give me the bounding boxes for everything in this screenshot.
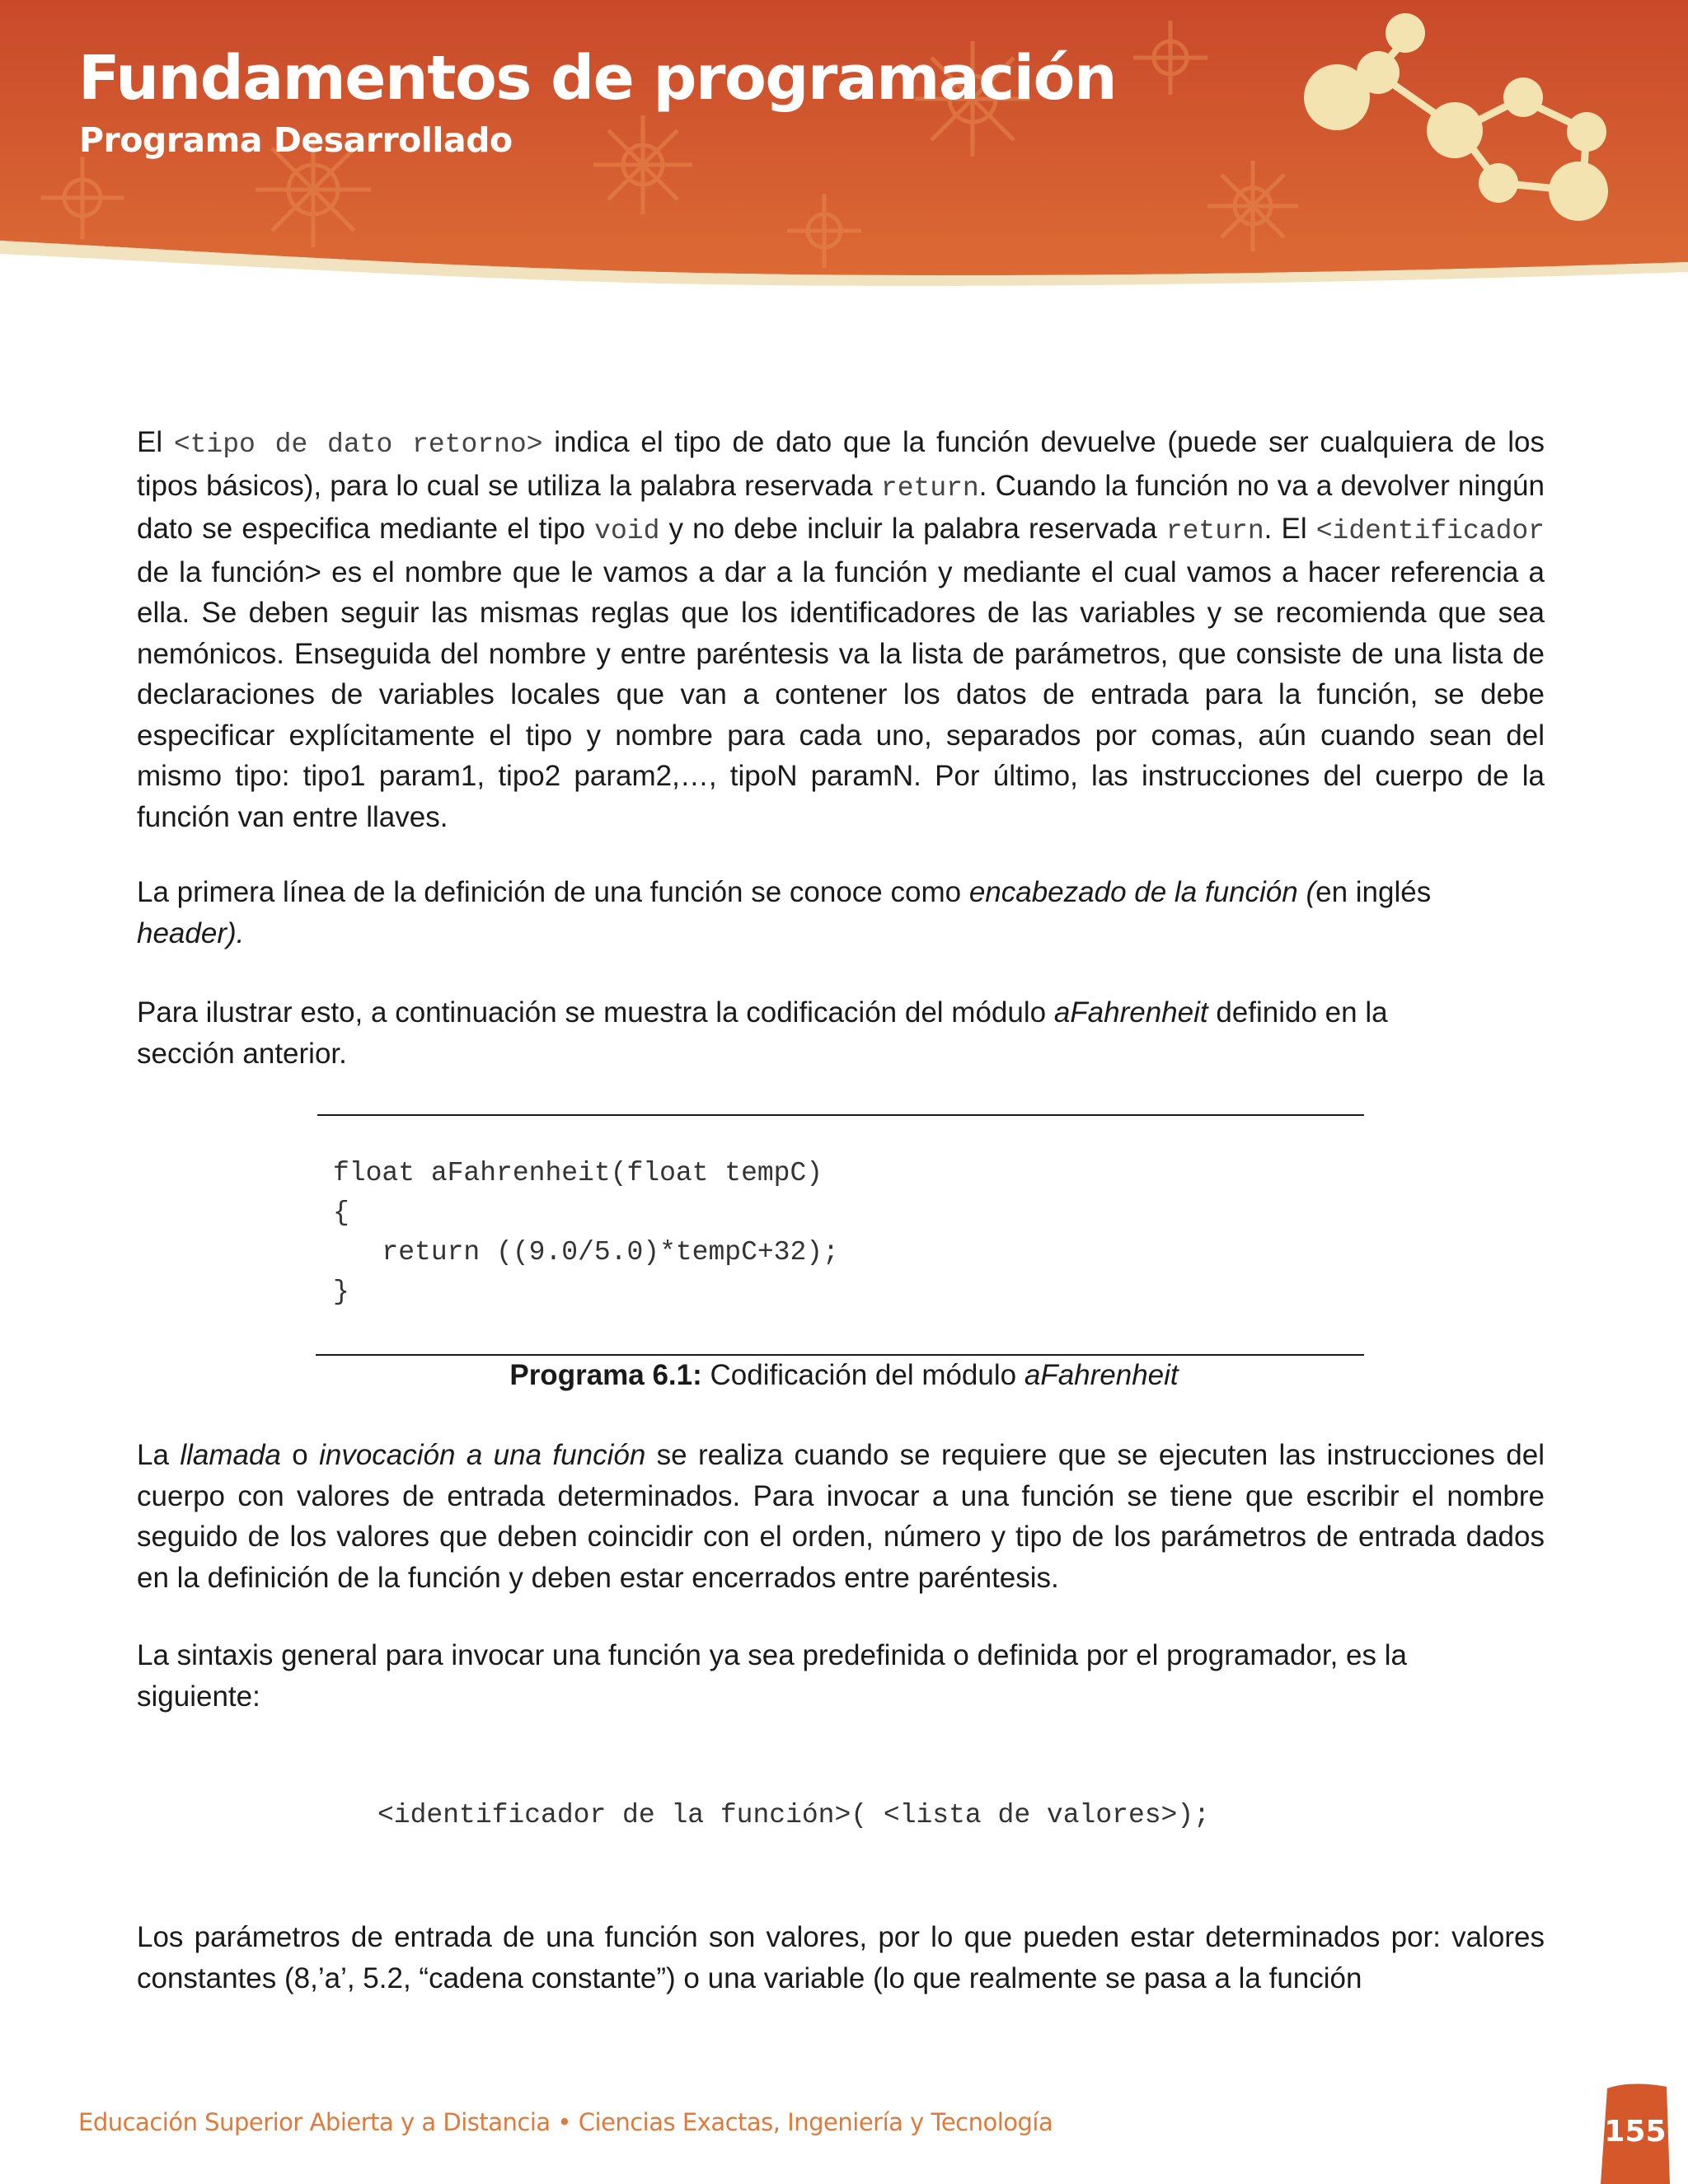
footer-text: Educación Superior Abierta y a Distancia • Ciencias Exactas, Ingeniería y Tecnología — [78, 2108, 1053, 2136]
page-number: 155 — [1604, 2115, 1667, 2149]
syntax-example: <identificador de la función>( <lista de valores>); — [377, 1800, 1210, 1830]
code-return: return — [1165, 516, 1264, 546]
text: definido en la — [1207, 996, 1388, 1029]
text: La primera línea de la definición de una función se conoce como — [137, 876, 969, 908]
paragraph-general-syntax — [137, 1635, 1545, 1717]
emphasis: llamada — [180, 1439, 281, 1471]
text: . Cuando la función no va a devolver ningún dato se especifica mediante el tipo — [137, 469, 1545, 545]
emphasis: invocación a una función — [319, 1439, 646, 1471]
paragraph-function-call — [137, 1435, 1545, 1598]
page-subtitle: Programa Desarrollado — [79, 120, 513, 160]
page-title: Fundamentos de programación — [78, 43, 1117, 114]
text: Los parámetros de entrada de una función son valores, por lo que pueden estar determinados por: valores constantes (8,’a’, 5.2, “cadena constante”) o una variable (lo que realmente se pasa a la función — [137, 1921, 1545, 1994]
paragraph-return-type — [137, 422, 1545, 837]
text: sección anterior. — [137, 1037, 347, 1070]
emphasis: aFahrenheit — [1053, 996, 1208, 1029]
text: La — [137, 1439, 181, 1471]
caption-emphasis: aFahrenheit — [1024, 1359, 1179, 1391]
text: Para ilustrar esto, a continuación se muestra la codificación del módulo — [137, 996, 1054, 1029]
text: La sintaxis general para invocar una función ya sea predefinida o definida por el programador, es la — [137, 1639, 1407, 1671]
text: en inglés — [1315, 876, 1432, 908]
listing-top-rule — [317, 1114, 1364, 1116]
text: o — [280, 1439, 320, 1471]
caption-text: Codificación del módulo — [701, 1359, 1025, 1391]
code-identificador: <identificador — [1315, 516, 1545, 546]
paragraph-header-definition — [137, 872, 1545, 954]
text: El — [137, 426, 174, 458]
emphasis: encabezado de la función ( — [968, 876, 1316, 908]
text: se realiza cuando se requiere que se ejecuten las instrucciones del cuerpo con valores de entrada determinados. Para invocar a una función se tiene que escribir el nombre seguido de los valores que deben coincidir con el orden, número y tipo de los parámetros de entrada dados en la definición de la función y deben estar encerrados entre paréntesis. — [137, 1439, 1545, 1594]
page-header — [0, 0, 1688, 297]
code-listing: float aFahrenheit(float tempC) { return ((9.0/5.0)*tempC+32); } — [333, 1158, 839, 1307]
text: . El — [1264, 513, 1316, 545]
text: indica el tipo de dato que la función devuelve (puede ser cualquiera de los tipos básicos), para lo cual se utiliza la palabra reservada — [137, 426, 1545, 502]
text: de la función> es el nombre que le vamos a dar a la función y mediante el cual vamos a hacer referencia a ella. Se deben seguir las mismas reglas que los identificadores de las variables y se recomienda que sea nemónicos. Enseguida del nombre y entre paréntesis va la lista de parámetros, que consiste de una lista de declaraciones de variables locales que van a contener los datos de entrada para la función, se debe especificar explícitamente el tipo y nombre para cada uno, separados por comas, aún cuando sean del mismo tipo: tipo1 param1, tipo2 param2,…, tipoN paramN. Por último, las instrucciones del cuerpo de la función van entre llaves. — [137, 555, 1545, 833]
listing-caption — [0, 1355, 1688, 1396]
code-tipo-dato-retorno: <tipo de dato retorno> — [173, 429, 543, 460]
emphasis: header). — [137, 916, 245, 949]
code-void: void — [594, 516, 660, 546]
text: siguiente: — [137, 1680, 260, 1713]
paragraph-input-parameters — [137, 1917, 1545, 1999]
caption-label: Programa 6.1: — [509, 1359, 702, 1391]
code-return: return — [880, 472, 979, 504]
text: y no debe incluir la palabra reservada — [659, 513, 1166, 545]
paragraph-illustration-intro — [137, 992, 1545, 1074]
